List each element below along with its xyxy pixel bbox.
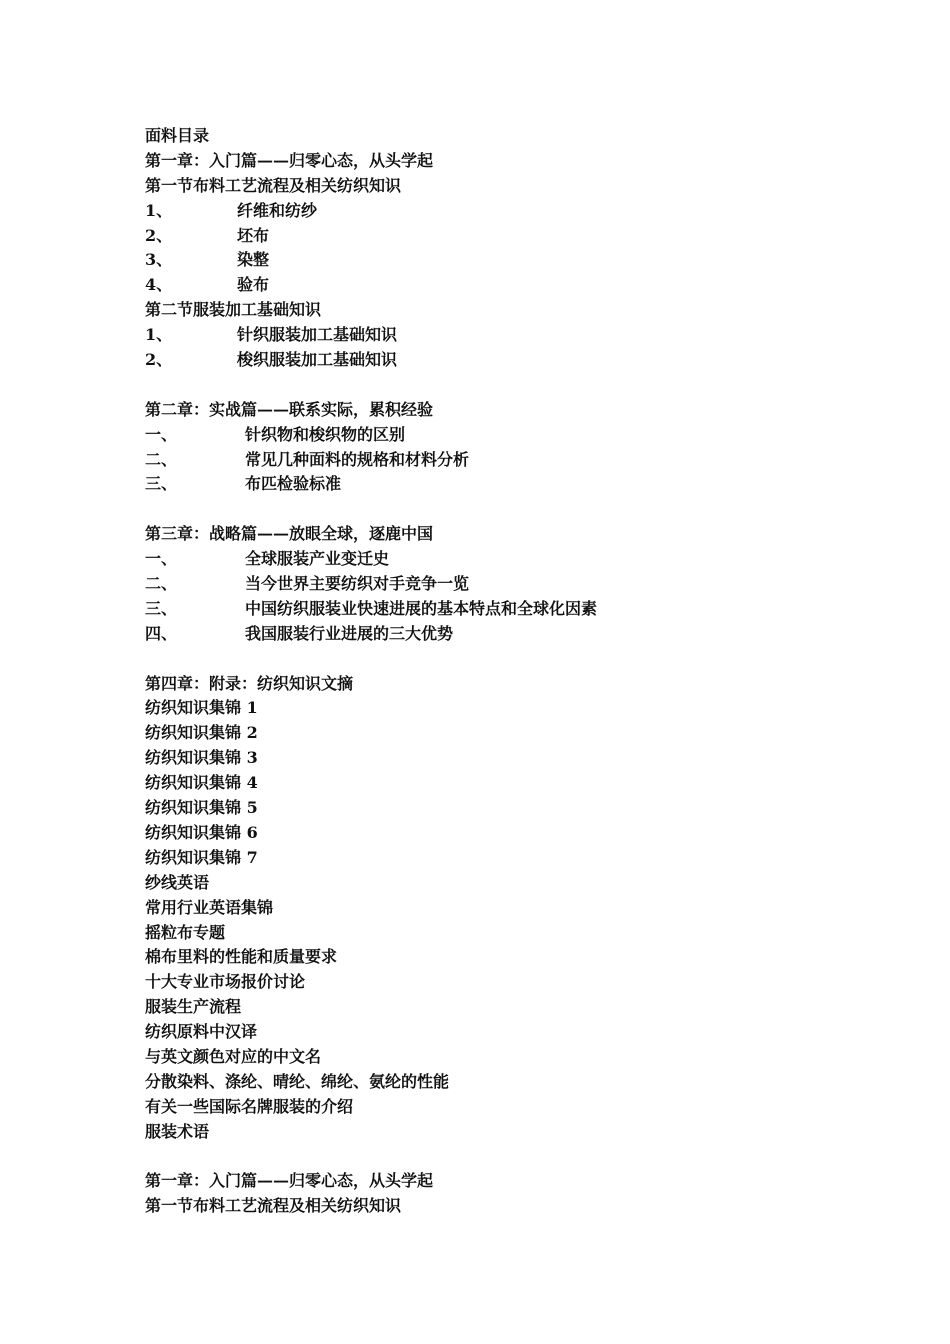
toc-item — [145, 199, 845, 224]
item-number: 二、 — [145, 574, 178, 594]
appendix-item: 纺织知识集锦 7 — [145, 847, 258, 867]
item-number: 二、 — [145, 449, 178, 469]
item-text: 布匹检验标准 — [245, 474, 342, 494]
item-text: 染整 — [237, 250, 270, 270]
appendix-item: 纺织知识集锦 1 — [145, 698, 258, 718]
toc-item — [145, 448, 845, 473]
item-number: 2、 — [145, 225, 173, 245]
appendix-item: 摇粒布专题 — [145, 922, 226, 942]
item-number: 4、 — [145, 275, 173, 295]
toc-item — [145, 224, 845, 249]
chapter-4-heading: 第四章：附录：纺织知识文摘 — [145, 673, 354, 693]
toc-item — [145, 348, 845, 373]
item-number: 2、 — [145, 350, 173, 370]
item-number: 一、 — [145, 549, 178, 569]
appendix-item: 纱线英语 — [145, 872, 210, 892]
item-text: 针织服装加工基础知识 — [237, 325, 398, 345]
toc-item — [145, 597, 845, 622]
toc-item — [145, 622, 845, 647]
toc-item — [145, 273, 845, 298]
blank-line — [145, 373, 845, 398]
item-text: 针织物和梭织物的区别 — [245, 424, 406, 444]
toc-item — [145, 572, 845, 597]
item-text: 坯布 — [237, 225, 270, 245]
toc-item — [145, 423, 845, 448]
item-text: 中国纺织服装业快速进展的基本特点和全球化因素 — [245, 598, 598, 618]
item-text: 梭织服装加工基础知识 — [237, 350, 398, 370]
blank-line — [145, 1145, 845, 1170]
toc-item — [145, 248, 845, 273]
appendix-item: 常用行业英语集锦 — [145, 897, 274, 917]
item-number: 1、 — [145, 200, 173, 220]
item-text: 当今世界主要纺织对手竞争一览 — [245, 574, 470, 594]
blank-line — [145, 647, 845, 672]
appendix-item: 纺织知识集锦 2 — [145, 723, 258, 743]
item-text: 常见几种面料的规格和材料分析 — [245, 449, 470, 469]
appendix-item: 与英文颜色对应的中文名 — [145, 1046, 322, 1066]
appendix-item: 纺织知识集锦 3 — [145, 748, 258, 768]
appendix-item: 棉布里料的性能和质量要求 — [145, 947, 338, 967]
document-title: 面料目录 — [145, 126, 210, 145]
appendix-item: 服装术语 — [145, 1121, 210, 1141]
appendix-item: 有关一些国际名牌服装的介绍 — [145, 1096, 354, 1116]
document-page — [145, 124, 845, 1219]
toc-item — [145, 323, 845, 348]
appendix-item: 纺织知识集锦 4 — [145, 773, 258, 793]
item-number: 三、 — [145, 474, 178, 494]
chapter-1-heading: 第一章：入门篇——归零心态，从头学起 — [145, 150, 434, 170]
appendix-item: 服装生产流程 — [145, 997, 242, 1017]
appendix-item: 纺织知识集锦 6 — [145, 822, 258, 842]
item-number: 1、 — [145, 325, 173, 345]
item-number: 3、 — [145, 250, 173, 270]
toc-item — [145, 472, 845, 497]
appendix-item: 纺织知识集锦 5 — [145, 798, 258, 818]
item-number: 三、 — [145, 598, 178, 618]
appendix-item: 分散染料、涤纶、晴纶、绵纶、氨纶的性能 — [145, 1071, 450, 1091]
toc-item — [145, 547, 845, 572]
appendix-item: 十大专业市场报价讨论 — [145, 972, 306, 992]
item-text: 纤维和纺纱 — [237, 200, 318, 220]
chapter-1-section-1-heading-repeat: 第一节布料工艺流程及相关纺织知识 — [145, 1196, 402, 1216]
chapter-1-section-2-heading: 第二节服装加工基础知识 — [145, 300, 322, 320]
blank-line — [145, 497, 845, 522]
chapter-1-section-1-heading: 第一节布料工艺流程及相关纺织知识 — [145, 175, 402, 195]
item-text: 我国服装行业进展的三大优势 — [245, 623, 454, 643]
item-number: 四、 — [145, 623, 178, 643]
chapter-2-heading: 第二章：实战篇——联系实际，累积经验 — [145, 399, 434, 419]
item-text: 验布 — [237, 275, 270, 295]
chapter-3-heading: 第三章：战略篇——放眼全球，逐鹿中国 — [145, 524, 434, 544]
item-text: 全球服装产业变迁史 — [245, 549, 390, 569]
item-number: 一、 — [145, 424, 178, 444]
chapter-1-heading-repeat: 第一章：入门篇——归零心态，从头学起 — [145, 1171, 434, 1191]
appendix-item: 纺织原料中汉译 — [145, 1022, 258, 1042]
